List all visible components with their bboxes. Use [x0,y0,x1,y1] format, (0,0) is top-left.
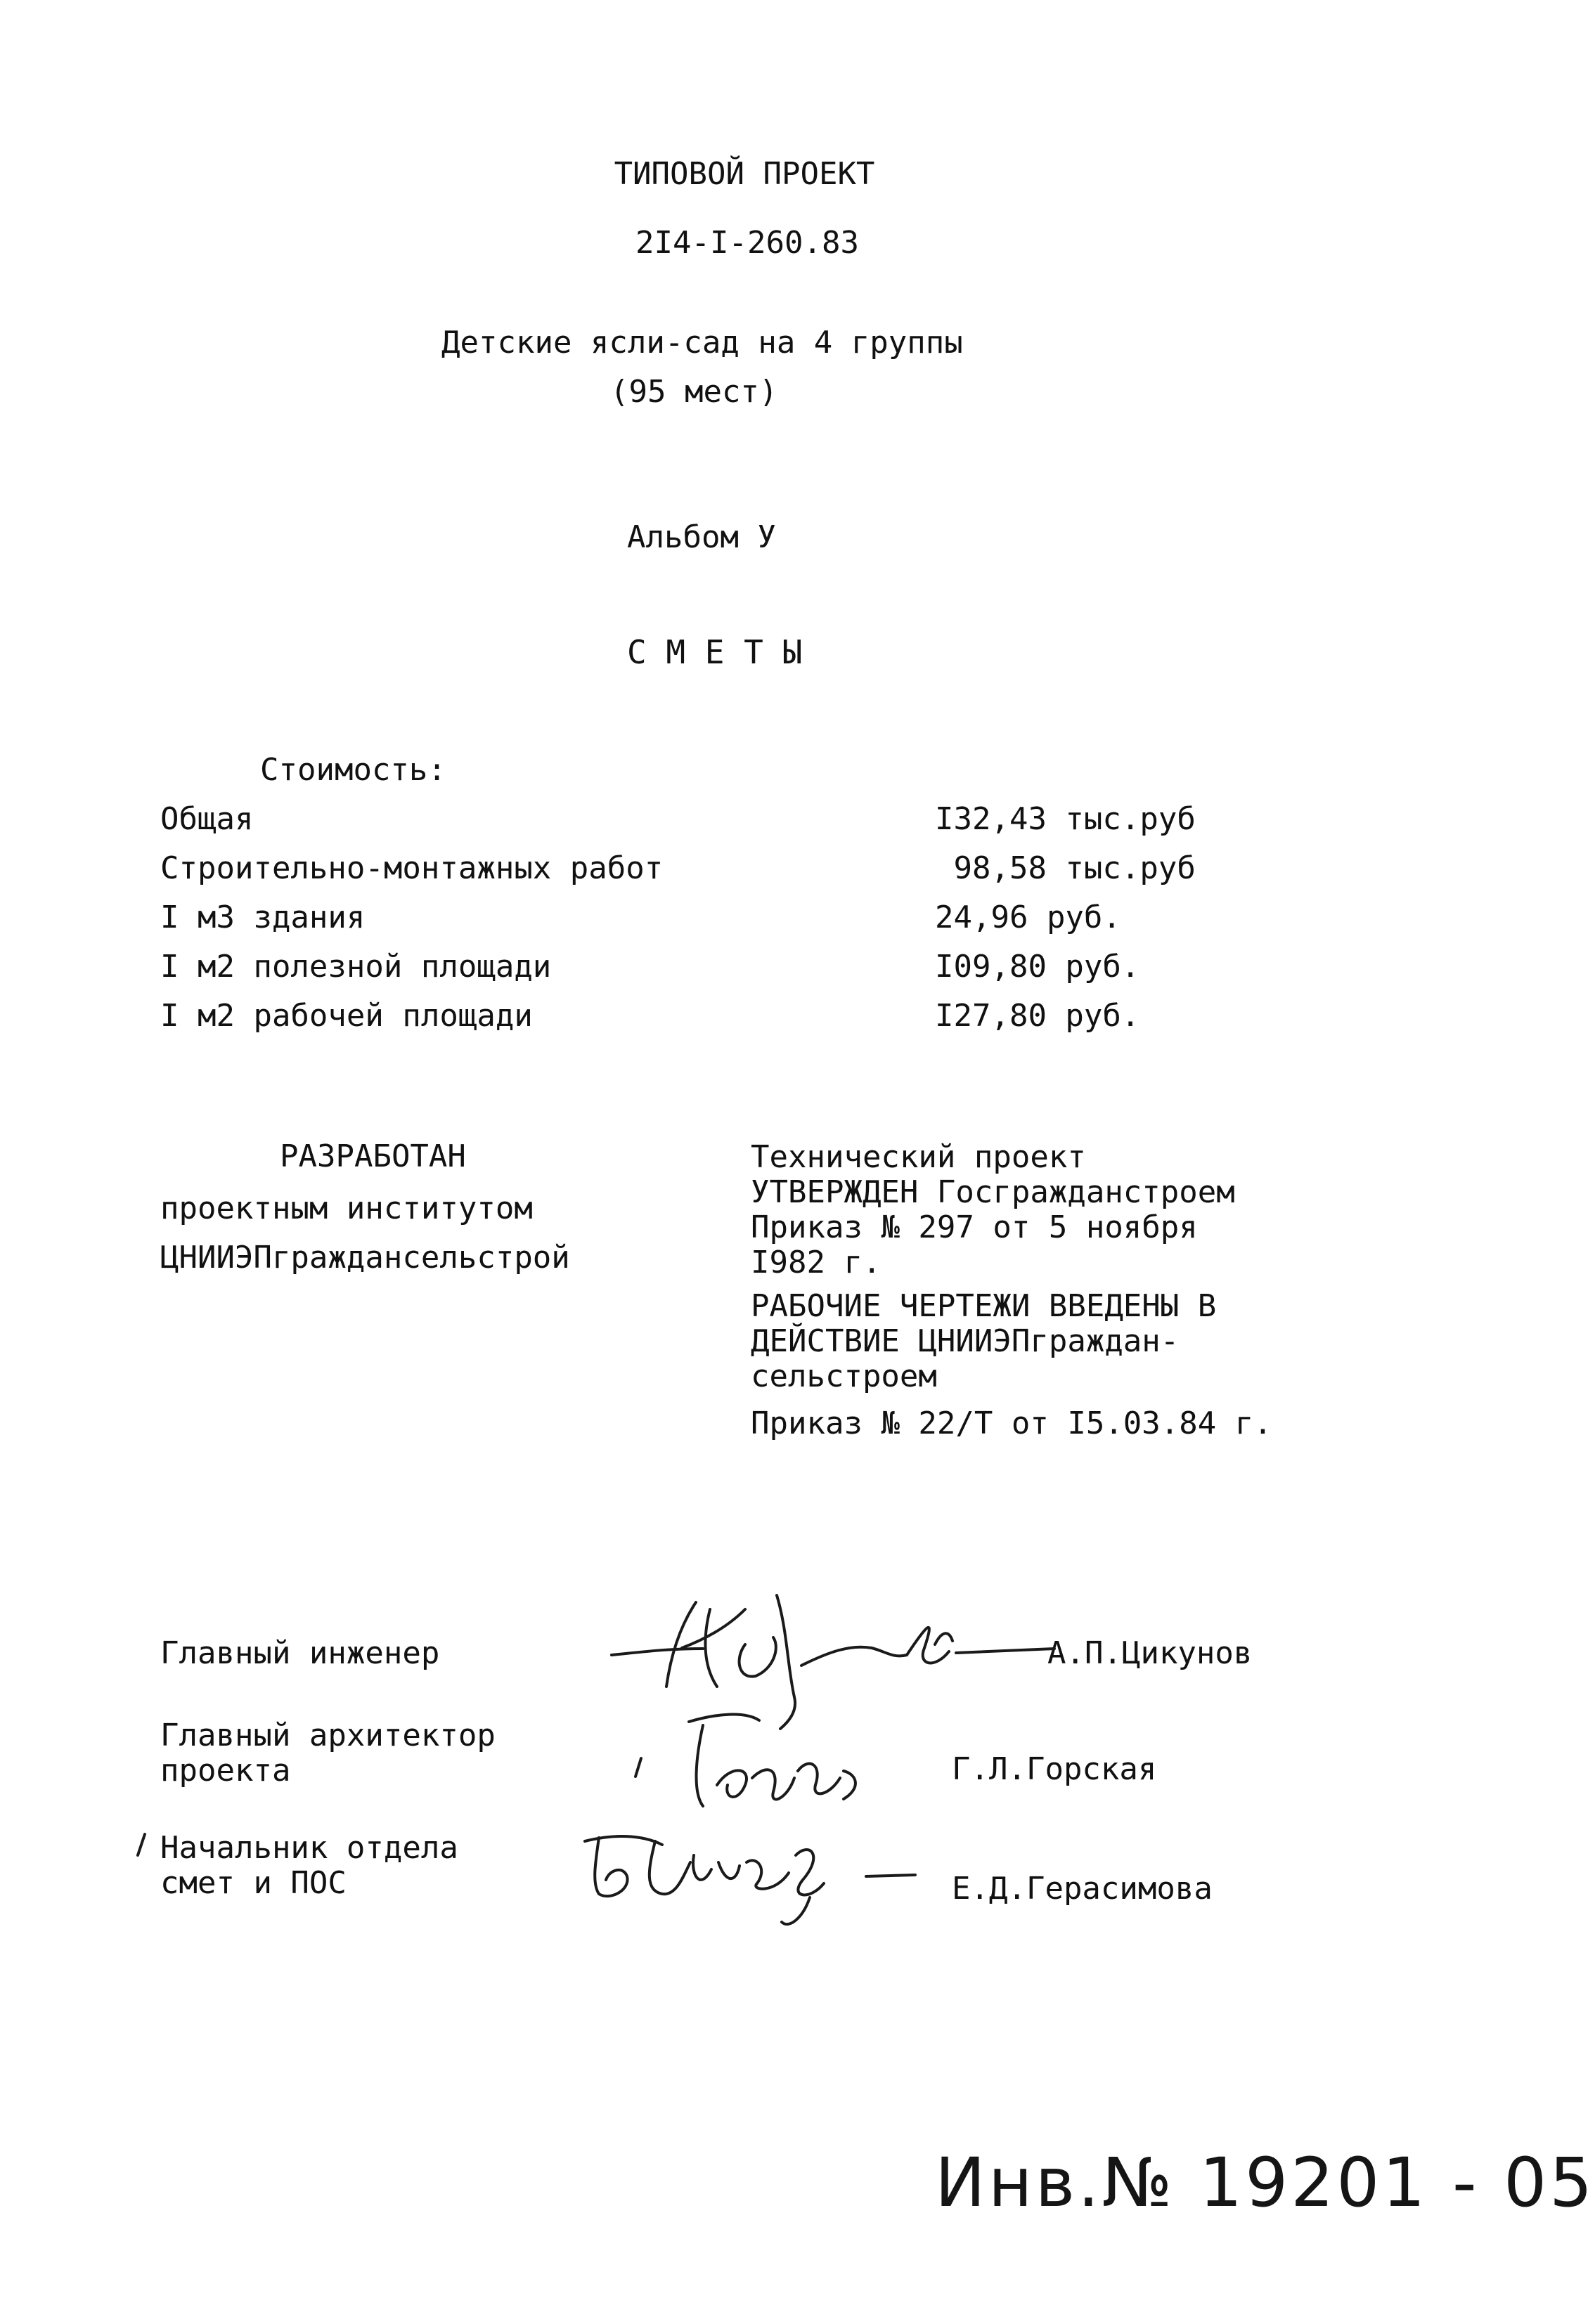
signatory-role-department-head-line2: смет и ПОС [160,1865,347,1901]
project-number: 2I4-I-260.83 [635,225,859,261]
signatory-role-department-head: Начальник отдела [160,1830,458,1866]
cost-value-useful-area: I09,80 руб. [935,949,1140,985]
cost-value-per-m3: 24,96 руб. [935,900,1121,935]
cost-value-working-area: I27,80 руб. [935,998,1140,1034]
margin-tick-mark [131,1831,152,1859]
developed-heading: РАЗРАБОТАН [280,1138,466,1174]
approval-line4: I982 г. [751,1245,882,1280]
cost-label-per-m3: I м3 здания [160,900,366,935]
approval-line6: ДЕЙСТВИЕ ЦНИИЭПграждан- [751,1323,1180,1359]
approval-line2: УТВЕРЖДЕН Госгражданстроем [751,1174,1235,1210]
project-title-line1: Детские ясли-сад на 4 группы [441,325,963,361]
signatory-role-chief-architect: Главный архитектор [160,1718,496,1753]
cost-label-working-area: I м2 рабочей площади [160,998,533,1034]
developed-line2: ЦНИИЭПграждансельстрой [160,1240,570,1275]
developed-line1: проектным институтом [160,1190,533,1226]
cost-label-total: Общая [160,801,254,837]
cost-heading: Стоимость: [260,752,446,788]
approval-line8: Приказ № 22/Т от I5.03.84 г. [751,1406,1272,1441]
signatory-name-department-head: Е.Д.Герасимова [952,1871,1213,1907]
margin-tick-mark-2 [631,1755,645,1784]
album-label: Альбом У [627,519,776,555]
signatory-name-chief-architect: Г.Л.Горская [952,1751,1157,1787]
signatory-role-chief-architect-line2: проекта [160,1753,291,1789]
approval-line7: сельстроем [751,1358,937,1394]
approval-line1: Технический проект [751,1139,1086,1175]
signatory-name-chief-engineer: А.П.Цикунов [1047,1635,1253,1671]
signature-department-head [578,1813,943,1933]
inventory-number: Инв.№ 19201 - 05 [935,2143,1595,2222]
cost-value-total: I32,43 тыс.руб [935,801,1196,837]
cost-label-construction: Строительно-монтажных работ [160,850,664,886]
approval-line3: Приказ № 297 от 5 ноября [751,1209,1198,1245]
approval-line5: РАБОЧИЕ ЧЕРТЕЖИ ВВЕДЕНЫ В [751,1288,1217,1324]
cost-value-construction: 98,58 тыс.руб [935,850,1196,886]
signatory-role-chief-engineer: Главный инженер [160,1635,440,1671]
cost-label-useful-area: I м2 полезной площади [160,949,552,985]
document-title: С М Е Т Ы [627,633,803,671]
project-title-line2: (95 мест) [610,374,778,410]
project-type: ТИПОВОЙ ПРОЕКТ [614,156,875,192]
